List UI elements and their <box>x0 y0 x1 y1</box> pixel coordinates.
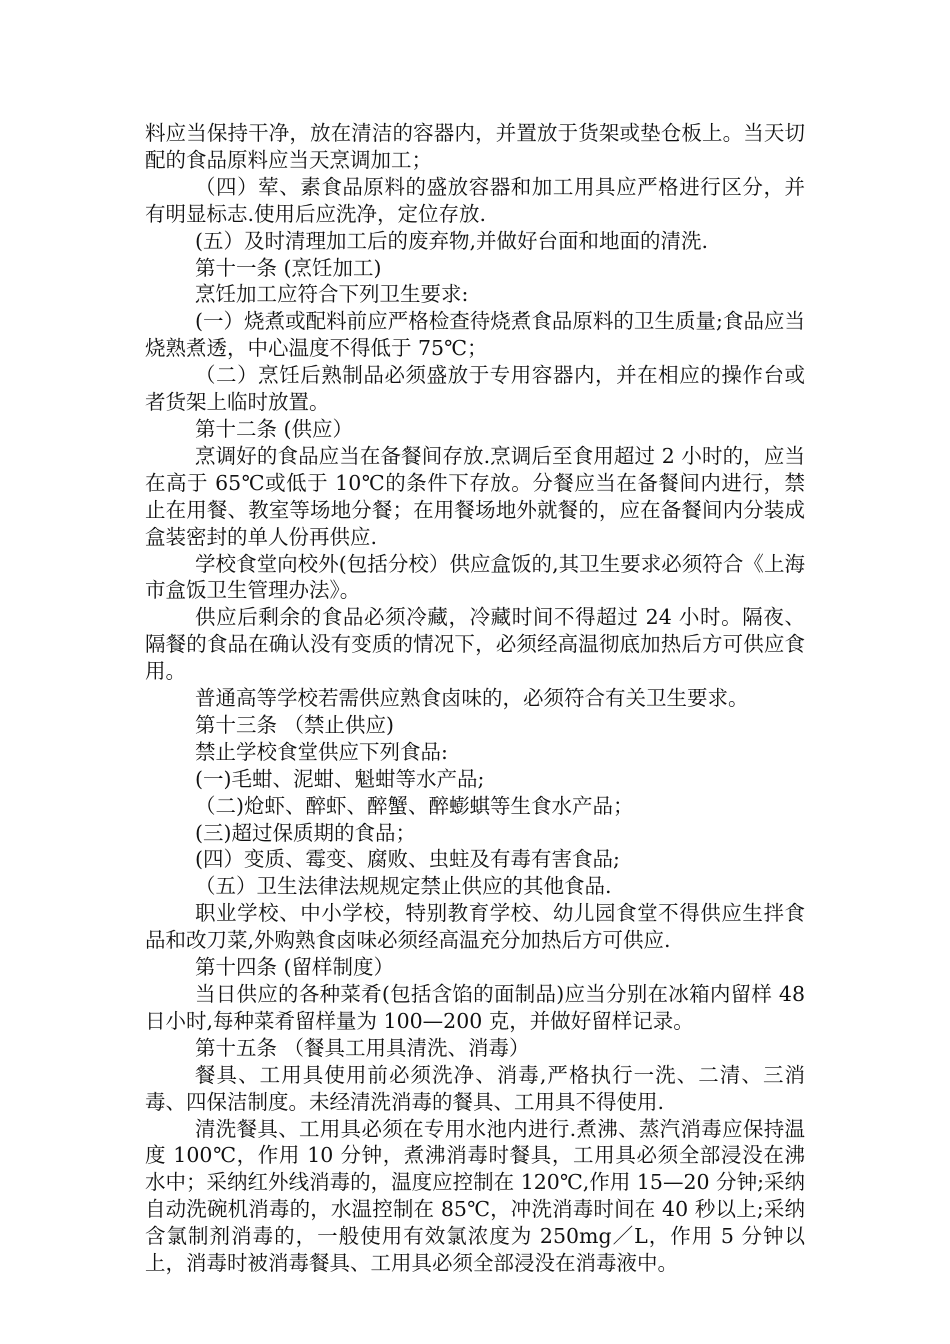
paragraph: 烹饪加工应符合下列卫生要求: <box>195 282 469 307</box>
paragraph-item-5: (五）及时清理加工后的废弃物,并做好台面和地面的清洗. <box>195 228 709 253</box>
paragraph: （二）烹饪后熟制品必须盛放于专用容器内，并在相应的操作台或者货架上临时放置。 <box>145 363 805 415</box>
paragraph: 餐具、工用具使用前必须洗净、消毒,严格执行一洗、二清、三消毒、四保洁制度。未经清洗消毒的餐具、工用具不得使用. <box>145 1062 805 1114</box>
list-item: (一)毛蚶、泥蚶、魁蚶等水产品; <box>195 766 485 791</box>
article-11-heading: 第十一条 (烹饪加工) <box>195 255 382 280</box>
article-15-heading: 第十五条 （餐具工用具清洗、消毒） <box>195 1035 530 1060</box>
list-item: （五）卫生法律法规规定禁止供应的其他食品. <box>195 874 612 899</box>
paragraph-item-4: （四）荤、素食品原料的盛放容器和加工用具应严格进行区分，并有明显标志.使用后应洗净，定位存放. <box>145 174 805 226</box>
paragraph: (一）烧煮或配料前应严格检查待烧煮食品原料的卫生质量;食品应当烧熟煮透，中心温度不得低于 75℃； <box>145 309 805 361</box>
paragraph: 学校食堂向校外(包括分校）供应盒饭的,其卫生要求必须符合《上海市盒饭卫生管理办法》。 <box>145 551 805 603</box>
paragraph: 禁止学校食堂供应下列食品: <box>195 739 448 764</box>
list-item: (四）变质、霉变、腐败、虫蛀及有毒有害食品; <box>195 847 620 872</box>
paragraph: 当日供应的各种菜肴(包括含馅的面制品)应当分别在冰箱内留样 48 日小时,每种菜肴留样量为 100—200 克，并做好留样记录。 <box>145 982 805 1033</box>
paragraph: 清洗餐具、工用具必须在专用水池内进行.煮沸、蒸汽消毒应保持温度 100℃，作用 10 分钟，煮沸消毒时餐具，工用具必须全部浸没在沸水中；采纳红外线消毒的，温度应控制在 120℃,作用 15—20 分钟;采纳自动洗碗机消毒的，水温控制在 85℃，冲洗消毒时间在 40 秒以上;采纳含氯制剂消毒的，一般使用有效氯浓度为 250mg／L，作用 5 分钟以上，消毒时被消毒餐具、工用具必须全部浸没在消毒液中。 <box>145 1116 805 1276</box>
article-13-heading: 第十三条 （禁止供应) <box>195 712 395 737</box>
paragraph: 普通高等学校若需供应熟食卤味的，必须符合有关卫生要求。 <box>195 686 749 711</box>
paragraph: 职业学校、中小学校，特别教育学校、幼儿园食堂不得供应生拌食品和改刀菜,外购熟食卤味必须经高温充分加热后方可供应. <box>145 901 805 953</box>
article-12-heading: 第十二条 (供应） <box>195 416 354 441</box>
paragraph: 烹调好的食品应当在备餐间存放.烹调后至食用超过 2 小时的，应当在高于 65℃或低于 10℃的条件下存放。分餐应当在备餐间内进行，禁止在用餐、教室等场地分餐；在用餐场地外就餐的，应在备餐间内分装成盒装密封的单人份再供应. <box>145 443 805 549</box>
document-body <box>145 120 805 1277</box>
paragraph: 供应后剩余的食品必须冷藏，冷藏时间不得超过 24 小时。隔夜、隔餐的食品在确认没有变质的情况下，必须经高温彻底加热后方可供应食用。 <box>145 605 805 684</box>
list-item: （二)炝虾、醉虾、醉蟹、醉蟛蜞等生食水产品； <box>195 793 634 818</box>
paragraph-continued: 料应当保持干净，放在清洁的容器内，并置放于货架或垫仓板上。当天切配的食品原料应当天烹调加工； <box>145 121 805 172</box>
list-item: (三)超过保质期的食品； <box>195 820 416 845</box>
article-14-heading: 第十四条 (留样制度） <box>195 955 395 980</box>
